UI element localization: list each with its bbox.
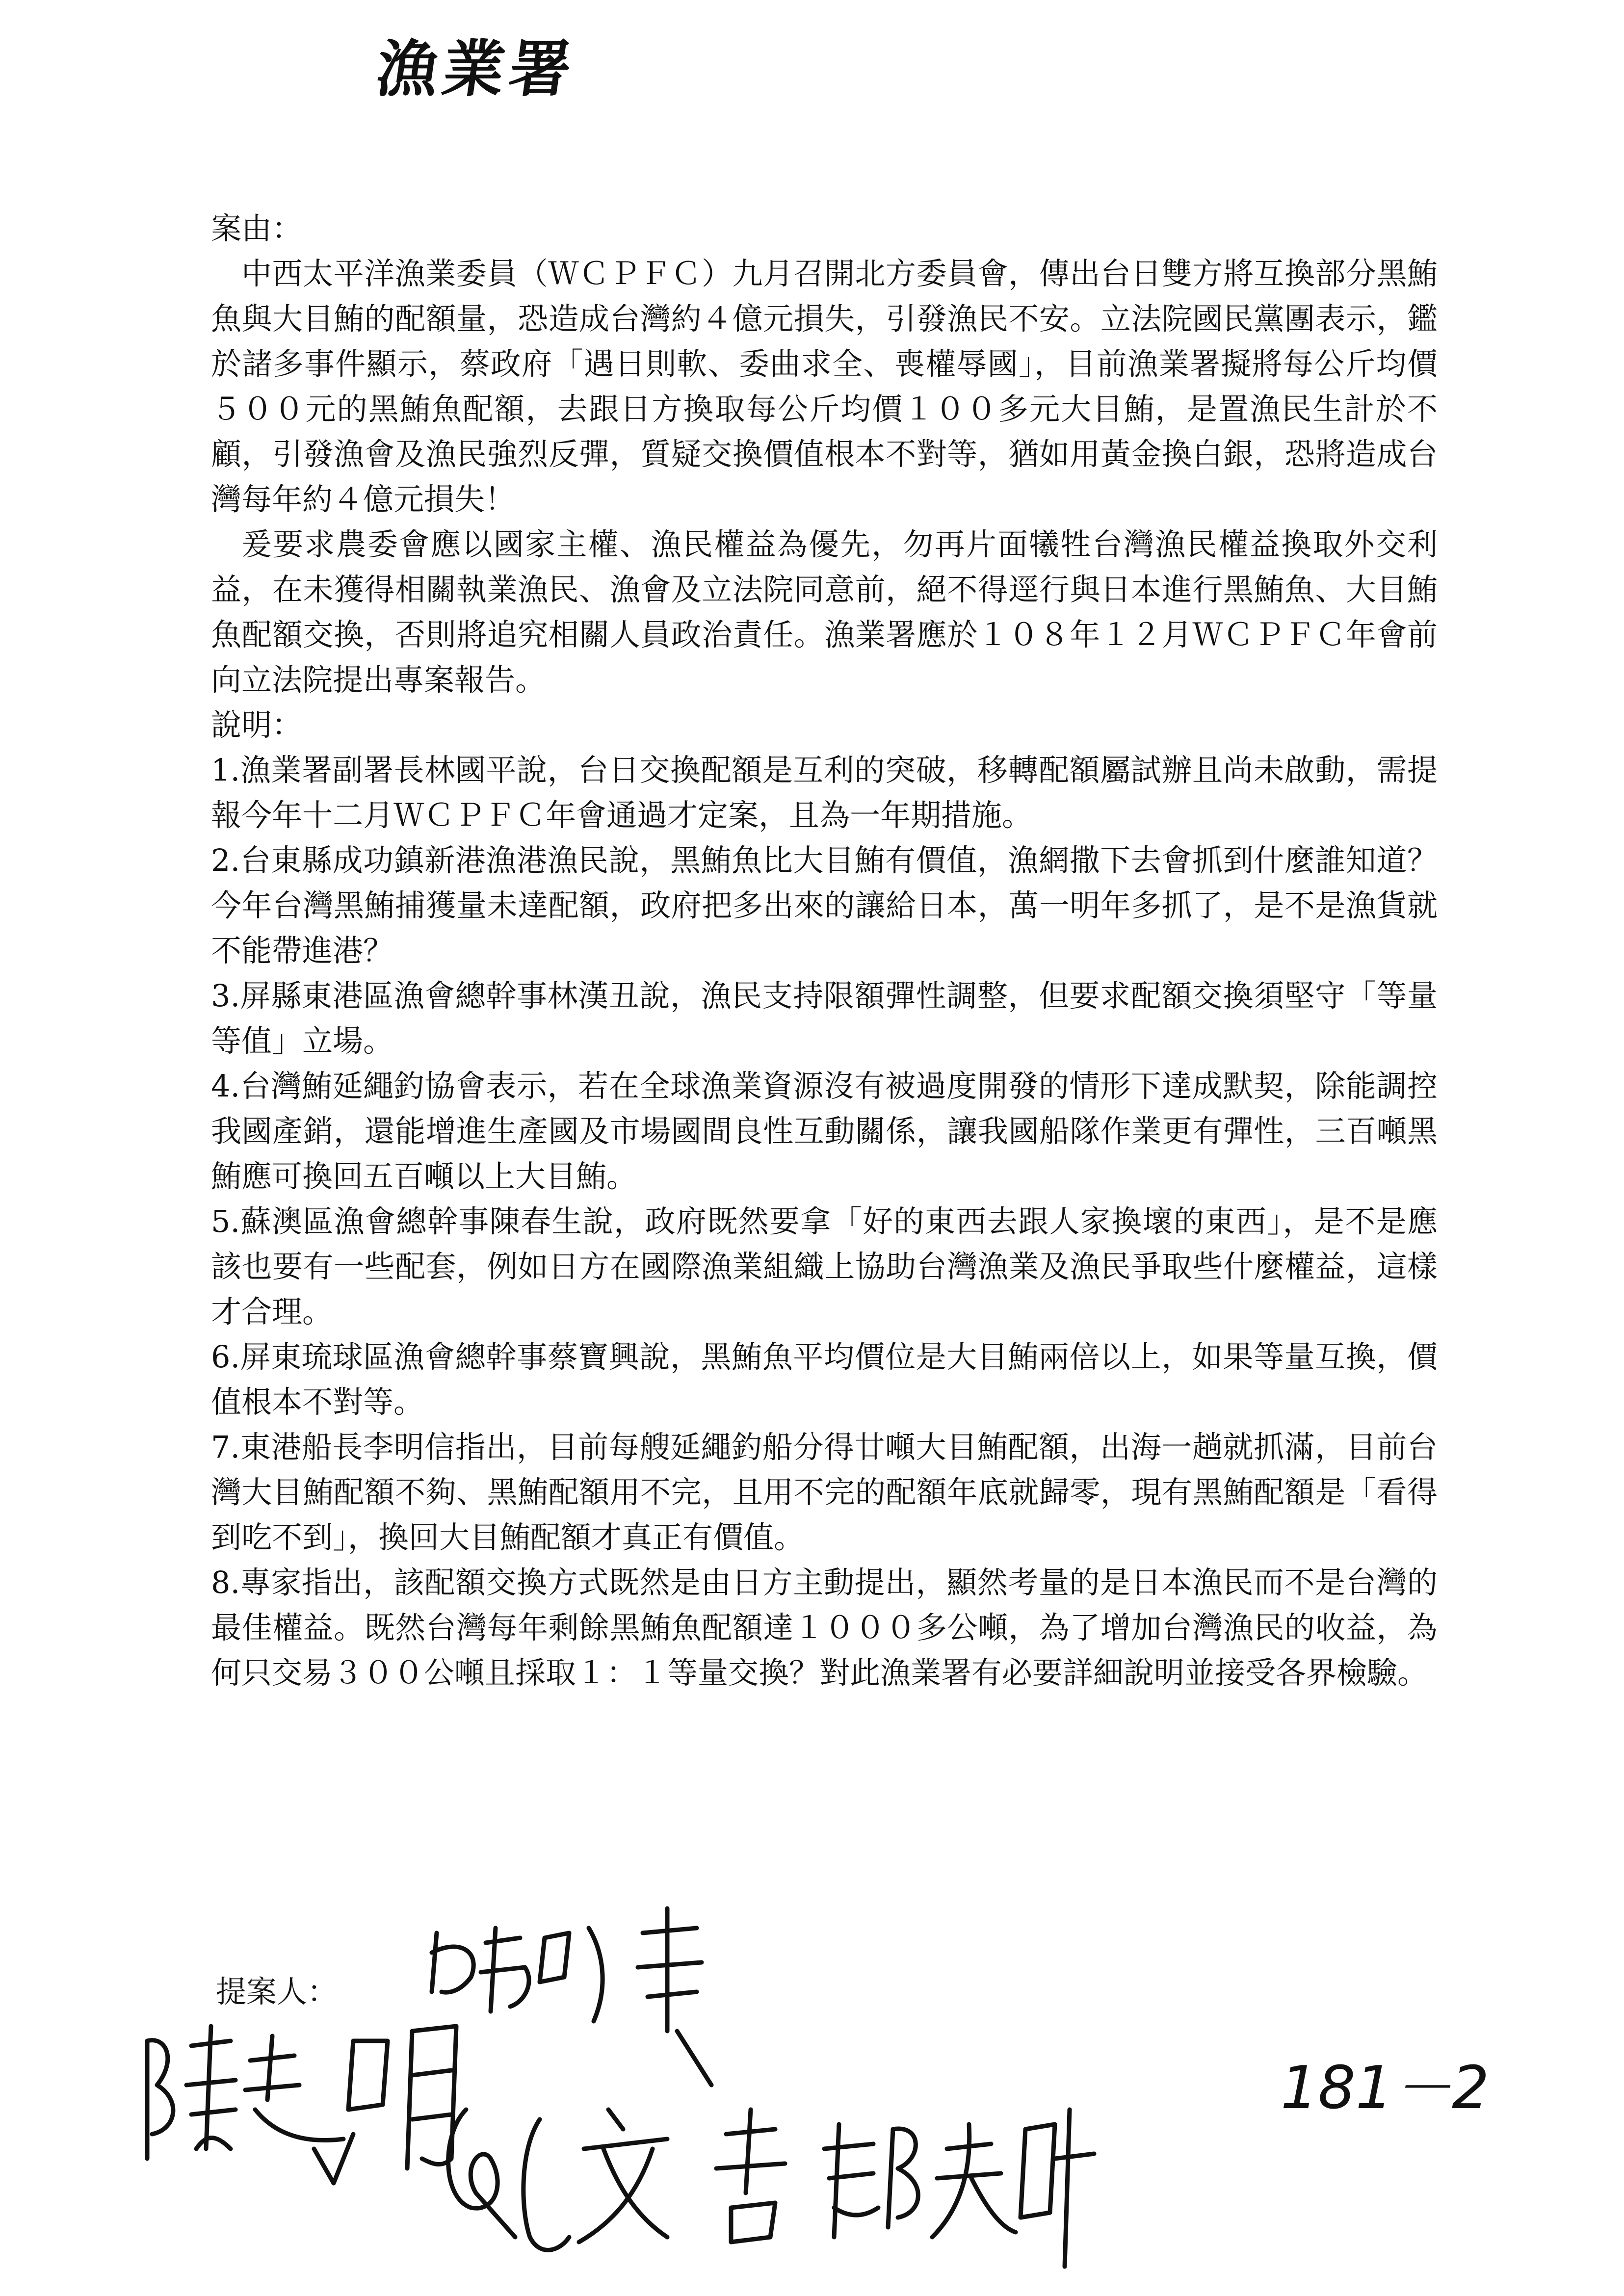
explanation-item: 8.專家指出，該配額交換方式既然是由日方主動提出，顯然考量的是日本漁民而不是台灣的最佳權益。既然台灣每年剩餘黑鮪魚配額達１０００多公噸，為了增加台灣漁民的收益，為何只交易３００公噸且採取１：１等量交換？對此漁業署有必要詳細說明並接受各界檢驗。: [211, 1565, 1438, 1691]
explanation-item: 5.蘇澳區漁會總幹事陳春生說，政府既然要拿「好的東西去跟人家換壞的東西」，是不是應該也要有一些配套，例如日方在國際漁業組織上協助台灣漁業及漁民爭取些什麼權益，這樣才合理。: [211, 1203, 1438, 1330]
explanation-item: 3.屏縣東港區漁會總幹事林漢丑說，漁民支持限額彈性調整，但要求配額交換須堅守「等量等值」立場。: [211, 978, 1438, 1059]
signature-3: [448, 2110, 785, 2250]
explanation-item: 7.東港船長李明信指出，目前每艘延繩釣船分得廿噸大目鮪配額，出海一趟就抓滿，目前台灣大目鮪配額不夠、黑鮪配額用不完，且用不完的配額年底就歸零，現有黑鮪配額是「看得到吃不到」，換回大目鮪配額才真正有價值。: [211, 1429, 1438, 1555]
header-title: 漁業署: [372, 33, 581, 105]
page-number: 181－2: [1281, 2054, 1490, 2122]
explanation-item: 4.台灣鮪延繩釣協會表示，若在全球漁業資源沒有被過度開發的情形下達成默契，除能調控我國產銷，還能增進生產國及市場國間良性互動關係，讓我國船隊作業更有彈性，三百噸黑鮪應可換回五百噸以上大目鮪。: [211, 1068, 1438, 1194]
proposer-label: 提案人：: [216, 1974, 338, 2009]
signature-2: [432, 1908, 711, 2085]
reason-paragraph: 爰要求農委會應以國家主權、漁民權益為優先，勿再片面犧牲台灣漁民權益換取外交利益，在未獲得相關執業漁民、漁會及立法院同意前，絕不得逕行與日本進行黑鮪魚、大目鮪魚配額交換，否則將追究相關人員政治責任。漁業署應於１０８年１２月ＷＣＰＦＣ年會前向立法院提出專案報告。: [211, 526, 1438, 698]
explanation-heading: 說明：: [211, 707, 303, 743]
explanation-item: 2.台東縣成功鎮新港漁港漁民說，黑鮪魚比大目鮪有價值，漁網撒下去會抓到什麼誰知道？今年台灣黑鮪捕獲量未達配額，政府把多出來的讓給日本，萬一明年多抓了，是不是漁貨就不能帶進港？: [211, 842, 1438, 968]
reason-heading: 案由：: [211, 210, 303, 246]
explanation-item: 1.漁業署副署長林國平說，台日交換配額是互利的突破，移轉配額屬試辦且尚未啟動，需提報今年十二月ＷＣＰＦＣ年會通過才定案，且為一年期措施。: [211, 752, 1438, 833]
explanation-item: 6.屏東琉球區漁會總幹事蔡寶興說，黑鮪魚平均價位是大目鮪兩倍以上，如果等量互換，價值根本不對等。: [211, 1339, 1438, 1420]
reason-paragraph: 中西太平洋漁業委員（ＷＣＰＦＣ）九月召開北方委員會，傳出台日雙方將互換部分黑鮪魚與大目鮪的配額量，恐造成台灣約４億元損失，引發漁民不安。立法院國民黨團表示，鑑於諸多事件顯示，蔡政府「遇日則軟、委曲求全、喪權辱國」，目前漁業署擬將每公斤均價５００元的黑鮪魚配額，去跟日方換取每公斤均價１００多元大目鮪，是置漁民生計於不顧，引發漁會及漁民強烈反彈，質疑交換價值根本不對等，猶如用黃金換白銀，恐將造成台灣每年約４億元損失！: [211, 256, 1438, 517]
signature-1: [147, 2026, 456, 2183]
signature-4: [824, 2110, 1094, 2267]
